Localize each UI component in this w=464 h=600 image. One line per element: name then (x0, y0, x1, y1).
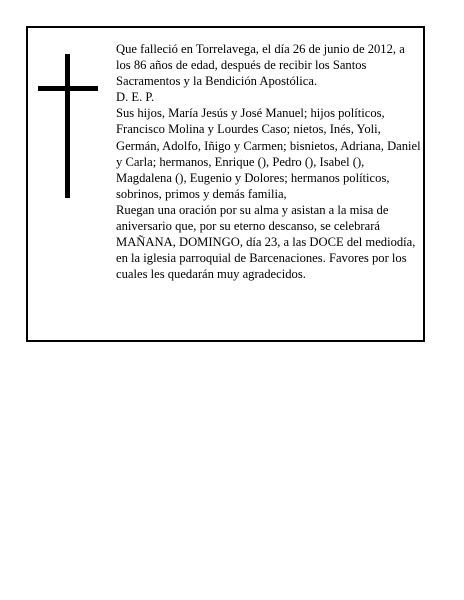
cross-horizontal-bar (38, 86, 98, 91)
family-list: Sus hijos, María Jesús y José Manuel; hijos políticos, Francisco Molina y Lourdes Caso; nietos, Inés, Yoli, Germán, Adolfo, Iñigo y Carmen; bisnietos, Adriana, Daniel y Carla; hermanos, Enrique (), Pedro (), Isabel (), Magdalena (), Eugenio y Dolores; hermanos políticos, sobrinos, primos y demás familia, (116, 106, 421, 201)
notice-text (116, 41, 421, 282)
cross-icon (38, 54, 98, 198)
death-announcement: Que falleció en Torrelavega, el día 26 de junio de 2012, a los 86 años de edad, después de recibir los Santos Sacramentos y la Bendición Apostólica. (116, 42, 405, 89)
obituary-notice (26, 26, 425, 342)
cross-vertical-bar (65, 54, 70, 198)
rest-in-peace: D. E. P. (116, 90, 155, 105)
mass-invitation: Ruegan una oración por su alma y asistan a la misa de aniversario que, por su eterno descanso, se celebrará MAÑANA, DOMINGO, día 23, a las DOCE del mediodía, en la iglesia parroquial de Barcenaciones. Favores por los cuales les quedarán muy agradecidos. (116, 202, 416, 282)
